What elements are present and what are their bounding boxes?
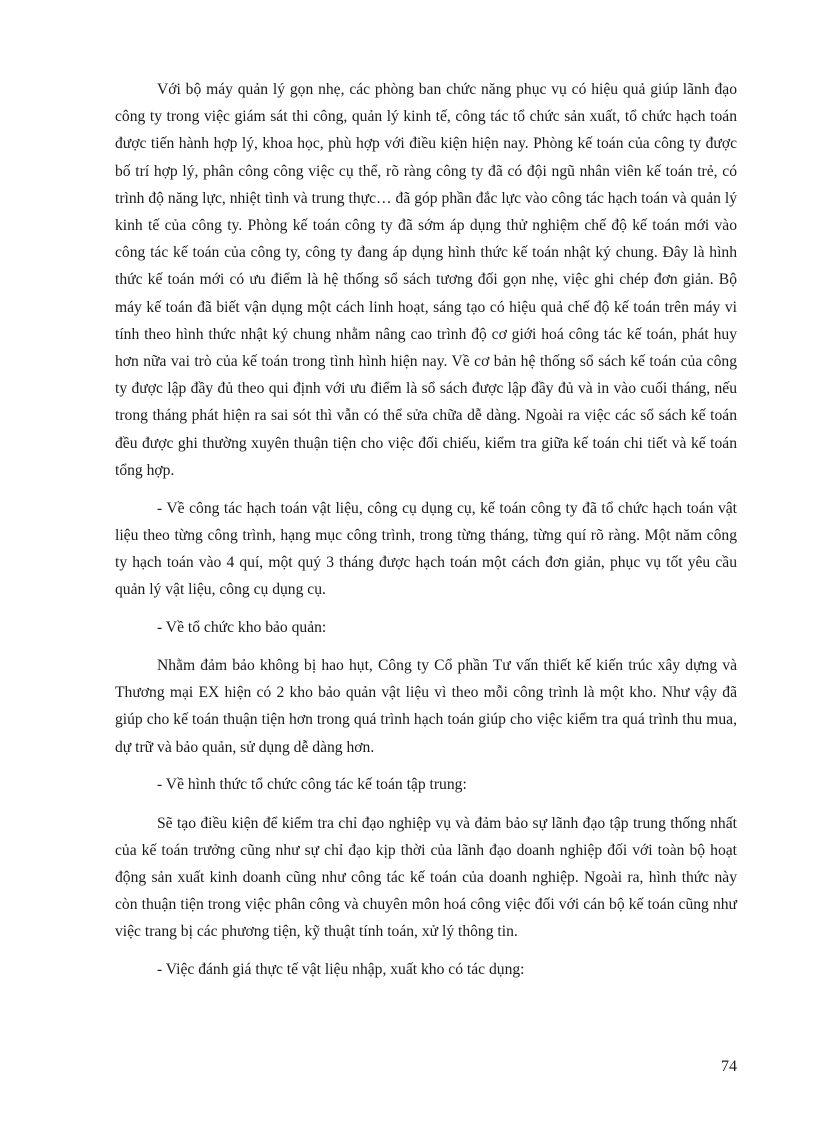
paragraph-centralized-accounting-heading: - Về hình thức tổ chức công tác kế toán tập trung: — [157, 776, 467, 794]
paragraph-centralized-accounting-details: Sẽ tạo điều kiện để kiểm tra chỉ đạo nghiệp vụ và đảm bảo sự lãnh đạo tập trung thống nhất của kế toán trưởng cũng như sự chỉ đạo kịp thời của lãnh đạo doanh nghiệp đối với toàn bộ hoạt động sản xuất kinh doanh cũng như công tác kế toán của doanh nghiệp. Ngoài ra, hình thức này còn thuận tiện trong việc phân công và chuyên môn hoá công việc đối với cán bộ kế toán cũng như việc trang bị các phương tiện, kỹ thuật tính toán, xử lý thông tin. — [115, 814, 737, 941]
paragraph-warehouse-heading: - Về tổ chức kho bảo quản: — [157, 618, 327, 636]
paragraph-valuation-heading: - Việc đánh giá thực tế vật liệu nhập, xuất kho có tác dụng: — [157, 961, 525, 979]
paragraph-warehouse-details: Nhằm đảm bảo không bị hao hụt, Công ty Cổ phần Tư vấn thiết kế kiến trúc xây dựng và Thương mại EX hiện có 2 kho bảo quản vật liệu vì theo mỗi công trình là một kho. Như vậy đã giúp cho kế toán thuận tiện hơn trong quá trình hạch toán giúp cho việc kiểm tra quá trình thu mua, dự trữ và bảo quản, sử dụng dễ dàng hơn. — [115, 657, 737, 756]
paragraph-materials-accounting: - Về công tác hạch toán vật liệu, công cụ dụng cụ, kế toán công ty đã tổ chức hạch toán vật liệu theo từng công trình, hạng mục công trình, trong từng tháng, từng quí rõ ràng. Một năm công ty hạch toán vào 4 quí, một quý 3 tháng được hạch toán một cách đơn giản, phục vụ tốt yêu cầu quản lý vật liệu, công cụ dụng cụ. — [115, 499, 737, 599]
paragraph-management-overview: Với bộ máy quản lý gọn nhẹ, các phòng ban chức năng phục vụ có hiệu quả giúp lãnh đạo công ty trong việc giám sát thi công, quản lý kinh tế, công tác tổ chức sản xuất, tổ chức hạch toán được tiến hành hợp lý, khoa học, phù hợp với điều kiện hiện nay. Phòng kế toán của công ty được bố trí hợp lý, phân công công việc cụ thể, rõ ràng công ty đã có đội ngũ nhân viên kế toán trẻ, có trình độ năng lực, nhiệt tình và trung thực… đã góp phần đắc lực vào công tác hạch toán và quản lý kinh tế của công ty. Phòng kế toán công ty đã sớm áp dụng thử nghiệm chế độ kế toán mới vào công tác kế toán của công ty, công ty đang áp dụng hình thức kế toán nhật ký chung. Đây là hình thức kế toán mới có ưu điểm là hệ thống sổ sách tương đối gọn nhẹ, việc ghi chép đơn giản. Bộ máy kế toán đã biết vận dụng một cách linh hoạt, sáng tạo có hiệu quả chế độ kế toán trên máy vi tính theo hình thức nhật ký chung nhằm nâng cao trình độ cơ giới hoá công tác kế toán, phát huy hơn nữa vai trò của kế toán trong tình hình hiện nay. Về cơ bản hệ thống sổ sách kế toán của công ty được lập đầy đủ theo qui định với ưu điểm là sổ sách được lập đầy đủ và in vào cuối tháng, nếu trong tháng phát hiện ra sai sót thì vẫn có thể sửa chữa dễ dàng. Ngoài ra việc các sổ sách kế toán đều được ghi thường xuyên thuận tiện cho việc đối chiếu, kiểm tra giữa kế toán chi tiết và kế toán tổng hợp. — [115, 81, 737, 479]
page-body — [115, 76, 737, 994]
page-number: 74 — [721, 1058, 737, 1075]
